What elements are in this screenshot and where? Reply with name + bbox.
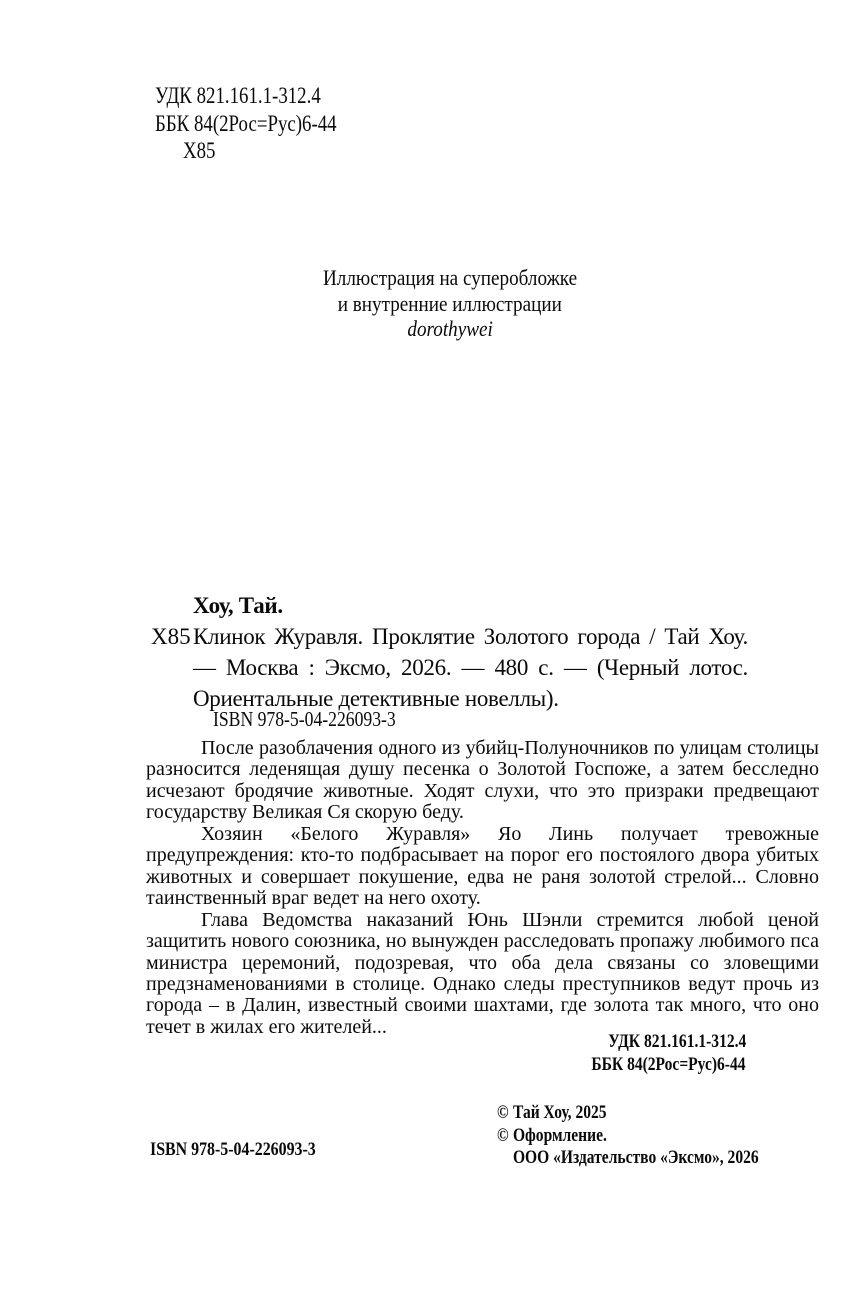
bbk-code-top xyxy=(155,110,376,138)
copyright-author-line: © Тай Хоу, 2025 xyxy=(497,1103,607,1123)
credit-line-2: и внутренние иллюстрации xyxy=(337,290,563,316)
copyright-design-line: © Оформление. xyxy=(497,1125,607,1146)
annotation-paragraph-2: Хозяин «Белого Журавля» Яо Линь получает тревожные предупреждения: кто-то подбрасывает на порог его постоялого двора убитых животных и совершает покушение, едва не раня золотой стрелой... Словно таинственный враг ведет на него охоту. xyxy=(146,822,819,910)
credit-artist-name: dorothywei xyxy=(407,316,493,341)
isbn-top: ISBN 978-5-04-226093-3 xyxy=(213,707,396,731)
annotation-block xyxy=(146,738,819,1038)
author-sign-top-text: Х85 xyxy=(183,138,216,163)
biblio-entry xyxy=(148,621,748,714)
annotation-paragraph-3: Глава Ведомства наказаний Юнь Шэнли стремится любой ценой защитить нового союзника, но вынужден расследовать пропажу любимого пса министра церемоний, подозревая, что оба дела связаны со зловещими предзнаменованиями в столице. Однако следы преступников ведут прочь из города – в Далин, известный своими шахтами, где золота так много, что оно течет в жилах его жителей... xyxy=(146,908,819,1038)
udc-code-top-text: УДК 821.161.1-312.4 xyxy=(155,83,321,108)
classification-codes-bottom xyxy=(146,1031,746,1077)
biblio-entry-text: Клинок Журавля. Проклятие Золотого города / Тай Хоу. — Москва : Эксмо, 2026. — 480 с. — (Черный лотос. Ориентальные детективные новеллы). xyxy=(193,624,748,711)
credit-line-1: Иллюстрация на суперобложке xyxy=(322,265,578,290)
author-sign-top xyxy=(155,137,376,165)
copyright-sign-icon: © xyxy=(497,1103,509,1123)
annotation-paragraph-1: После разоблачения одного из убийц-Полуночников по улицам столицы разносится леденящая душу песенка о Золотой Госпоже, а затем бесследно исчезают бродячие животные. Ходят слухи, что это призраки предвещают государству Великая Ся скорую беду. xyxy=(146,737,819,824)
classification-codes-top xyxy=(155,82,376,165)
isbn-bottom: ISBN 978-5-04-226093-3 xyxy=(150,1140,316,1160)
biblio-author-sign: Х85 xyxy=(151,624,191,649)
biblio-author-heading: Хоу, Тай. xyxy=(193,593,283,618)
bibliographic-record xyxy=(148,590,748,714)
copyright-sign-icon: © xyxy=(497,1125,509,1146)
copyright-block xyxy=(497,1102,808,1170)
illustration-credit xyxy=(90,265,810,342)
copyright-publisher-line: ООО «Издательство «Эксмо», 2026 xyxy=(512,1148,759,1168)
udc-code-bottom: УДК 821.161.1-312.4 xyxy=(608,1032,746,1052)
bbk-code-bottom: ББК 84(2Рос=Рус)6-44 xyxy=(591,1055,746,1075)
bbk-code-top-text: ББК 84(2Рос=Рус)6-44 xyxy=(155,110,337,136)
udc-code-top xyxy=(155,82,376,110)
